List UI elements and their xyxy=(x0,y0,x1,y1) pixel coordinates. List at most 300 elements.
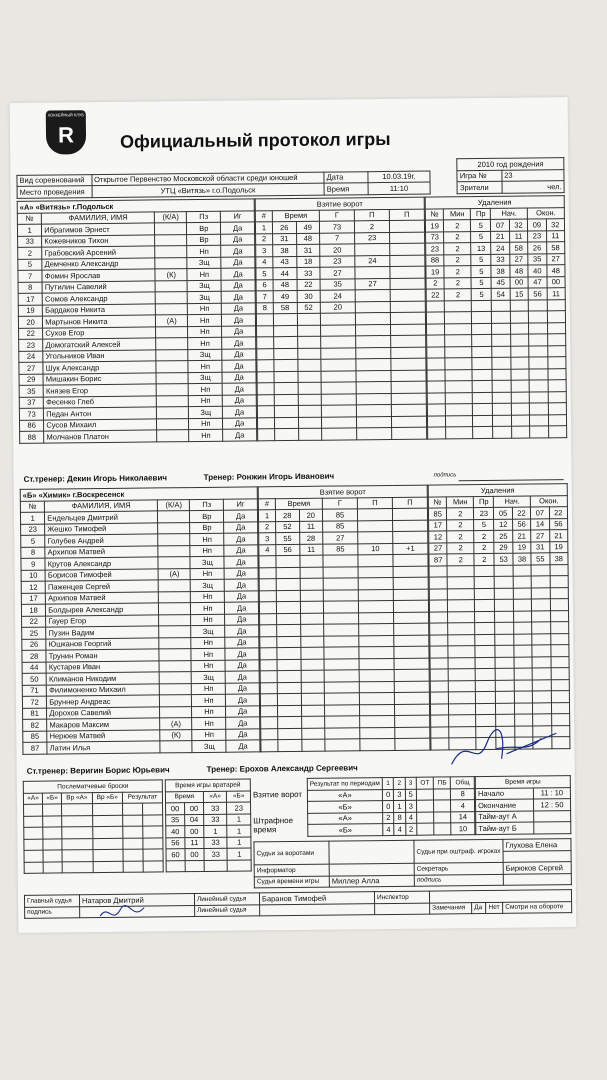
see-back-label: Смотри на обороте xyxy=(503,901,572,913)
competition-label: Вид соревнований xyxy=(17,174,92,186)
table-cell: Жешко Тимофей xyxy=(45,522,158,535)
table-cell: Нп xyxy=(188,303,222,315)
penalty-cell: 55 xyxy=(531,553,549,565)
penalty-cell: 58 xyxy=(509,242,527,254)
team-b-coach: Ст.тренер: Веригин Борис Юрьевич xyxy=(26,765,170,776)
penalty-cell: 21 xyxy=(549,530,568,542)
team-a-penalties xyxy=(425,195,568,439)
table-cell: 33 xyxy=(18,236,42,248)
goal-cell: 52 xyxy=(297,302,321,314)
team-a-roster xyxy=(17,198,258,443)
goal-cell xyxy=(390,278,425,290)
table-cell: 8 xyxy=(451,788,475,800)
gt-col-time: Время xyxy=(165,791,203,803)
table-cell: Крутов Александр xyxy=(45,557,158,570)
table-cell xyxy=(159,660,191,672)
goal-cell: 24 xyxy=(320,290,355,302)
goal-cell: 11 xyxy=(299,521,323,533)
table-cell: Дорохов Савелий xyxy=(47,706,160,719)
col-number: № xyxy=(20,501,44,513)
table-cell: 22 xyxy=(19,328,43,340)
table-cell: 0 xyxy=(382,789,393,801)
penalty-cell: 2 xyxy=(444,277,471,289)
penalty-cell: 13 xyxy=(471,242,491,254)
table-cell: Зщ xyxy=(187,257,221,269)
table-cell: 5 xyxy=(18,259,42,271)
table-cell: Сусов Михаил xyxy=(44,418,157,431)
penalty-cell: 00 xyxy=(547,276,566,288)
table-cell: 1 xyxy=(227,813,251,825)
goal-cell: 2 xyxy=(259,521,276,533)
table-cell: 00 xyxy=(185,848,204,860)
goal-cell: 35 xyxy=(320,278,355,290)
table-cell: Грабовский Арсений xyxy=(42,246,155,259)
linesman1-name: Баранов Тимофей xyxy=(259,892,374,905)
table-cell: Нп xyxy=(192,729,226,741)
goal-cell: 28 xyxy=(299,532,323,544)
table-cell: «А» xyxy=(307,789,382,801)
col-name: ФАМИЛИЯ, ИМЯ xyxy=(45,499,158,512)
secretary-name: Бирюков Сергей xyxy=(503,862,571,874)
table-cell: Зщ xyxy=(187,280,221,292)
table-cell: 1 xyxy=(17,224,41,236)
penalty-judge-1: Глухова Елена xyxy=(503,839,571,851)
col-pos: Пз xyxy=(187,211,221,223)
table-cell xyxy=(160,695,192,707)
gt-col-b: «Б» xyxy=(227,790,251,802)
table-cell: Кустарев Иван xyxy=(46,660,159,673)
col-number: № xyxy=(17,213,41,225)
table-cell xyxy=(417,812,434,824)
goal-cell: 22 xyxy=(297,279,321,291)
table-cell: Да xyxy=(222,394,256,406)
table-cell: (К) xyxy=(155,269,187,281)
goal-cell: +1 xyxy=(393,543,428,555)
penalty-cell: 35 xyxy=(528,253,546,265)
goal-cell xyxy=(355,289,390,301)
penalty-cell: 48 xyxy=(510,265,528,277)
table-cell xyxy=(159,637,191,649)
table-cell: Да xyxy=(224,521,258,533)
table-cell: Да xyxy=(222,383,256,395)
table-cell: Нп xyxy=(187,268,221,280)
table-cell: Голубев Андрей xyxy=(45,534,158,547)
table-cell xyxy=(156,349,188,361)
team-a-goals xyxy=(255,197,428,441)
team-b-penalties xyxy=(428,483,571,750)
linesman2-label: Линейный судья xyxy=(195,904,260,916)
table-cell: 23 xyxy=(227,802,251,814)
so-col-a: «А» xyxy=(23,793,42,805)
table-cell: 4 xyxy=(383,823,394,835)
goal-cell: 5 xyxy=(256,268,273,280)
penalty-cell: 24 xyxy=(491,242,509,254)
goal-cell: 20 xyxy=(299,509,323,521)
table-cell: Да xyxy=(222,360,256,372)
penalty-cell: 27 xyxy=(546,253,565,265)
table-cell: 27 xyxy=(19,362,43,374)
goal-cell: 27 xyxy=(320,267,355,279)
table-cell: Зщ xyxy=(192,671,226,683)
table-cell xyxy=(158,580,190,592)
goal-cell: 20 xyxy=(320,301,355,313)
penalty-cell: 14 xyxy=(531,518,549,530)
table-cell: Зщ xyxy=(191,579,225,591)
penalty-cell: 00 xyxy=(510,277,528,289)
goal-cell: 3 xyxy=(259,533,276,545)
table-cell: Да xyxy=(221,279,255,291)
table-cell xyxy=(434,811,451,823)
table-cell: Да xyxy=(221,222,255,234)
table-cell: 1 xyxy=(204,825,228,837)
table-cell: Да xyxy=(225,602,259,614)
game-time-table xyxy=(475,775,572,835)
table-cell: Фомин Ярослав xyxy=(42,269,155,282)
goal-cell: 43 xyxy=(273,256,297,268)
table-cell xyxy=(160,706,192,718)
table-cell: Зщ xyxy=(191,625,225,637)
penalty-cell: 47 xyxy=(528,276,546,288)
table-cell: Нп xyxy=(190,545,224,557)
periods-table xyxy=(307,776,476,836)
goal-cell: 23 xyxy=(355,232,390,244)
table-cell xyxy=(156,395,188,407)
table-cell: (А) xyxy=(158,568,190,580)
table-cell: 1 xyxy=(20,512,44,524)
chief-sign-label: подпись xyxy=(25,906,80,918)
table-cell: Молчанов Платон xyxy=(44,430,157,443)
goal-cell: 4 xyxy=(259,544,276,556)
table-cell xyxy=(159,626,191,638)
table-cell xyxy=(155,292,187,304)
penalty-cell: 2 xyxy=(447,531,474,543)
table-cell: 72 xyxy=(22,696,46,708)
goal-cell: 27 xyxy=(323,532,358,544)
penalty-cell: 33 xyxy=(491,254,509,266)
team-a-trainer: Тренер: Ронжин Игорь Иванович xyxy=(203,471,335,482)
penalty-cell: 5 xyxy=(471,219,491,231)
timeout-b-label: Тайм-аут Б xyxy=(476,822,534,834)
team-a-coach: Ст.тренер: Декин Игорь Николаевич xyxy=(23,473,168,484)
table-cell xyxy=(155,257,187,269)
table-cell: Фесенко Глеб xyxy=(44,395,157,408)
penalty-cell: 27 xyxy=(510,254,528,266)
table-cell xyxy=(157,418,189,430)
goal-cell xyxy=(358,531,393,543)
table-cell: Да xyxy=(225,648,259,660)
penalty-cell: 07 xyxy=(531,507,549,519)
goal-row xyxy=(261,738,430,751)
table-cell: 23 xyxy=(21,524,45,536)
goal-cell xyxy=(390,301,425,313)
pen-col-min: Мин xyxy=(444,208,471,220)
table-cell: 71 xyxy=(22,685,46,697)
shootout-title: Послематчевые броски xyxy=(23,780,162,793)
goal-cell: 4 xyxy=(256,256,273,268)
penalty-cell: 23 xyxy=(528,230,546,242)
goal-cell: 85 xyxy=(323,520,358,532)
start-time: 11 : 10 xyxy=(533,787,570,799)
table-cell: Нп xyxy=(189,383,223,395)
penalty-cell: 2 xyxy=(444,243,471,255)
table-cell: Мартынов Никита xyxy=(43,315,156,328)
officials-table xyxy=(253,838,571,888)
table-cell: 40 xyxy=(166,826,185,838)
table-cell: 29 xyxy=(19,374,43,386)
table-cell xyxy=(159,614,191,626)
table-cell: 73 xyxy=(19,408,43,420)
col-play: Иг xyxy=(221,210,255,222)
table-cell: 44 xyxy=(22,662,46,674)
penalty-cell: 2 xyxy=(474,553,494,565)
no-box: Нет xyxy=(485,902,503,914)
table-cell: Нп xyxy=(188,360,222,372)
goal-cell: 49 xyxy=(296,221,320,233)
table-cell xyxy=(416,800,433,812)
table-cell: Вр xyxy=(190,510,224,522)
table-cell: (А) xyxy=(160,718,192,730)
table-cell: Архипов Матвей xyxy=(45,545,158,558)
table-cell: Да xyxy=(224,567,258,579)
goal-cell: 1 xyxy=(258,510,275,522)
table-cell: 33 xyxy=(204,837,228,849)
table-cell: Да xyxy=(224,510,258,522)
pen-col-min: Мин xyxy=(447,496,474,508)
penalty-cell: 2 xyxy=(444,254,471,266)
table-cell: Филимоненко Михаил xyxy=(47,683,160,696)
penalty-cell: 11 xyxy=(547,288,566,300)
penalty-cell: 73 xyxy=(426,231,444,243)
goal-cell: 1 xyxy=(255,222,272,234)
goal-cell: 58 xyxy=(273,302,297,314)
penalty-cell: 38 xyxy=(513,553,531,565)
table-cell xyxy=(159,672,191,684)
team-a-goals-title: Взятие ворот xyxy=(255,197,424,210)
pen-col-num: № xyxy=(425,208,443,220)
table-cell: 00 xyxy=(166,803,185,815)
penalty-cell: 54 xyxy=(492,288,510,300)
table-cell: (К) xyxy=(160,729,192,741)
pen-col-end: Окон. xyxy=(530,495,567,507)
penalty-cell: 12 xyxy=(494,519,512,531)
penalty-cell: 56 xyxy=(512,519,530,531)
goal-cell xyxy=(355,243,390,255)
goal-cell: 2 xyxy=(354,220,389,232)
goal-cell: 23 xyxy=(320,255,355,267)
goal-cell: 20 xyxy=(320,244,355,256)
table-cell: 10 xyxy=(451,823,475,835)
table-cell xyxy=(156,338,188,350)
penalty-cell: 19 xyxy=(426,266,444,278)
table-cell: Да xyxy=(222,348,256,360)
penalty-cell: 32 xyxy=(546,219,565,231)
table-cell: 22 xyxy=(22,616,46,628)
col-name: ФАМИЛИЯ, ИМЯ xyxy=(42,211,155,224)
table-cell: 4 xyxy=(405,812,416,824)
table-cell: Болдырев Александр xyxy=(46,603,159,616)
table-cell: Да xyxy=(222,314,256,326)
table-cell: 37 xyxy=(19,397,43,409)
goal-cell: 24 xyxy=(355,255,390,267)
table-cell: Да xyxy=(224,556,258,568)
penalty-cell: 38 xyxy=(549,553,568,565)
table-cell: «Б» xyxy=(308,824,383,836)
table-cell: 2 xyxy=(18,247,42,259)
table-cell: Мишакин Борис xyxy=(43,372,156,385)
table-cell xyxy=(157,430,189,442)
table-cell: 04 xyxy=(185,814,204,826)
linesman1-label: Линейный судья xyxy=(194,893,259,905)
penalty-cell: 19 xyxy=(549,541,568,553)
table-cell: 4 xyxy=(451,800,475,812)
table-cell: 86 xyxy=(19,420,43,432)
table-cell xyxy=(434,800,451,812)
col-play: Иг xyxy=(224,498,258,510)
penalty-cell: 2 xyxy=(447,542,474,554)
penalty-judges-label: Судьи при оштраф. игроках xyxy=(414,839,503,863)
penalty-cell: 5 xyxy=(471,254,491,266)
goal-col-p1: П xyxy=(354,209,389,221)
table-cell: 17 xyxy=(18,293,42,305)
table-cell: Паженцев Сергей xyxy=(45,580,158,593)
penalty-cell: 87 xyxy=(429,554,447,566)
penalty-time-label: Штрафное время xyxy=(253,816,294,835)
inspector-label: Инспектор xyxy=(374,891,429,903)
chief-label: Главный судья xyxy=(24,895,79,907)
table-cell: Да xyxy=(225,613,259,625)
goal-cell: 28 xyxy=(275,509,299,521)
goal-cell: 49 xyxy=(273,290,297,302)
table-cell xyxy=(160,741,192,753)
penalty-cell: 38 xyxy=(491,265,509,277)
table-cell: Да xyxy=(223,406,257,418)
competition: Открытое Первенство Московской области среди юношей xyxy=(91,172,324,186)
game-time: 11:10 xyxy=(368,182,431,194)
year-box: 2010 год рождения xyxy=(457,158,564,171)
table-cell: 8 xyxy=(21,547,45,559)
table-cell: 10 xyxy=(21,570,45,582)
table-cell: 11 xyxy=(185,837,204,849)
goal-cell xyxy=(390,243,425,255)
table-cell: Вр xyxy=(187,234,221,246)
table-cell: 00 xyxy=(184,802,203,814)
table-cell: Да xyxy=(221,233,255,245)
penalty-cell: 56 xyxy=(528,288,546,300)
table-row xyxy=(166,802,251,814)
table-cell: Сомов Александр xyxy=(42,292,155,305)
table-cell: Угольников Иван xyxy=(43,349,156,362)
secretary-label: Секретарь xyxy=(414,862,503,874)
table-cell xyxy=(156,361,188,373)
table-cell: Нп xyxy=(191,614,225,626)
table-cell: Нп xyxy=(187,245,221,257)
table-cell xyxy=(416,789,433,801)
penalty-cell: 29 xyxy=(494,542,512,554)
table-cell: Бруннер Андреас xyxy=(47,695,160,708)
table-cell: (А) xyxy=(156,315,188,327)
goal-cell: 33 xyxy=(296,267,320,279)
table-cell: 00 xyxy=(185,825,204,837)
goal-cell: 48 xyxy=(296,233,320,245)
table-cell: Зщ xyxy=(192,740,226,752)
table-row xyxy=(166,813,251,825)
goal-col-g: Г xyxy=(319,209,354,221)
penalty-cell: 32 xyxy=(509,219,527,231)
table-cell: Зщ xyxy=(188,372,222,384)
table-cell: 81 xyxy=(23,708,47,720)
penalty-cell: 31 xyxy=(531,541,549,553)
game-no: 23 xyxy=(502,169,564,181)
table-cell: Нп xyxy=(191,602,225,614)
table-cell: Да xyxy=(225,671,259,683)
table-cell: 28 xyxy=(22,650,46,662)
team-b-goals xyxy=(258,485,431,752)
table-cell: Зщ xyxy=(189,406,223,418)
table-cell: Бардаков Никита xyxy=(43,303,156,316)
table-cell: Да xyxy=(226,705,260,717)
penalty-cell: 27 xyxy=(531,530,549,542)
table-cell xyxy=(155,246,187,258)
goal-col-num: # xyxy=(258,498,275,510)
team-b-trainer: Тренер: Ерохов Александр Сергеевич xyxy=(206,763,358,774)
penalty-cell: 5 xyxy=(471,288,491,300)
table-cell: Да xyxy=(224,579,258,591)
penalty-cell: 88 xyxy=(426,254,444,266)
goal-cell xyxy=(355,301,390,313)
secretary-sign-label: подпись xyxy=(414,874,503,886)
table-cell: 9 xyxy=(21,558,45,570)
table-cell xyxy=(434,823,451,835)
penalty-cell: 19 xyxy=(513,542,531,554)
table-row xyxy=(23,740,260,754)
goal-cell: 27 xyxy=(355,278,390,290)
penalty-cell: 22 xyxy=(426,289,444,301)
table-cell: 60 xyxy=(166,849,185,861)
table-cell: Нп xyxy=(189,418,223,430)
table-cell: 1 xyxy=(227,836,251,848)
goal-cell xyxy=(390,289,425,301)
per-col-2: 2 xyxy=(394,777,405,789)
pen-col-end: Окон. xyxy=(527,207,564,219)
table-cell: Вр xyxy=(190,522,224,534)
table-cell: Сухов Егор xyxy=(43,326,156,339)
per-col-so: ПБ xyxy=(433,777,450,789)
goal-col-p2: П xyxy=(392,497,427,509)
table-cell: Нп xyxy=(191,591,225,603)
table-cell: Педан Антон xyxy=(44,407,157,420)
goal-cell xyxy=(358,520,393,532)
penalty-cell: 85 xyxy=(428,508,446,520)
table-cell: 35 xyxy=(19,385,43,397)
pen-col-num: № xyxy=(428,496,446,508)
table-cell: Да xyxy=(222,371,256,383)
table-cell: 82 xyxy=(23,719,47,731)
table-cell: 50 xyxy=(22,673,46,685)
goal-cell xyxy=(390,255,425,267)
table-cell: 33 xyxy=(203,802,227,814)
protocol-sheet xyxy=(10,97,577,933)
goal-cell xyxy=(390,232,425,244)
goal-cell: 6 xyxy=(256,279,273,291)
goal-cell xyxy=(389,220,424,232)
table-cell: Нп xyxy=(190,533,224,545)
table-cell: 8 xyxy=(18,282,42,294)
team-b-title: «Б» «Химик» г.Воскресенск xyxy=(20,487,257,501)
goal-cell: 44 xyxy=(273,267,297,279)
penalty-cell: 48 xyxy=(546,265,565,277)
end-time: 12 : 50 xyxy=(533,799,570,811)
penalty-row xyxy=(428,426,567,439)
